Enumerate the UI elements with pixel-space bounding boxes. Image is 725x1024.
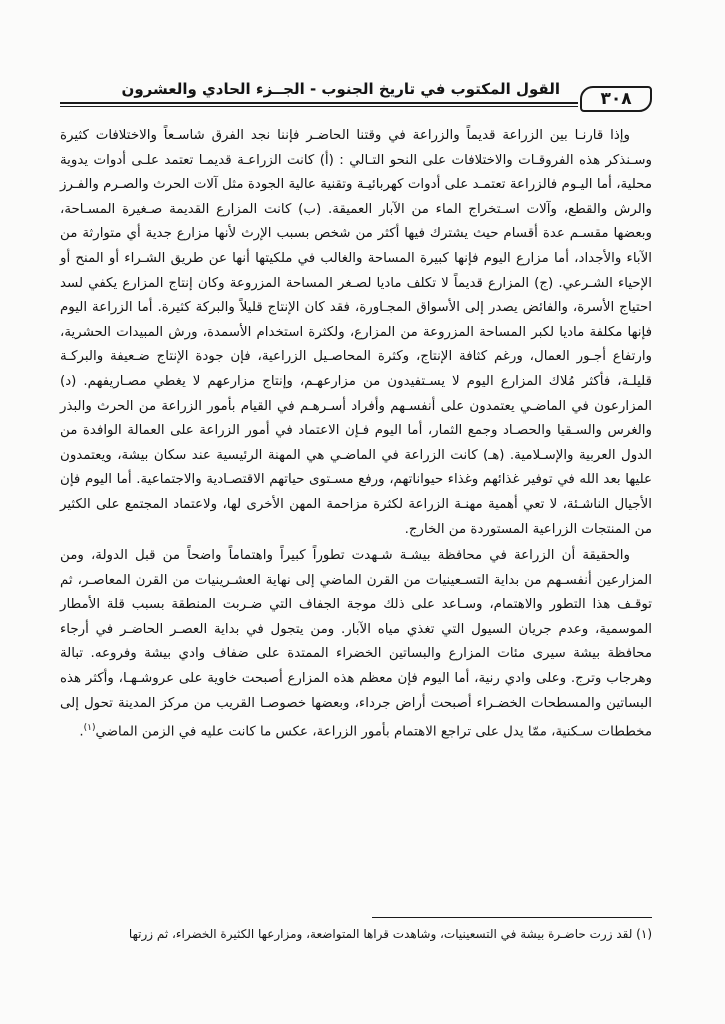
paragraph-bisha-agriculture xyxy=(60,544,652,745)
header-rule xyxy=(60,102,578,104)
footnote: (١) لقد زرت حاضـرة بيشة في التسعينيات، وشاهدت قراها المتواضعة، ومزارعها الكثيرة الخضراء، ثم زرتها xyxy=(128,927,652,941)
running-title: القول المكتوب في تاريخ الجنوب - الجــزء الحادي والعشرون xyxy=(121,80,560,98)
header-rule-thin xyxy=(60,106,578,107)
paragraph-comparison: وإذا قارنـا بين الزراعة قديماً والزراعة في وقتنا الحاضـر فإننا نجد الفرق شاسـعاً والاختلافات كثيرة وسـنذكر هذه الفروقـات والاختلافات على النحو التـالي : (أ) كانت الزراعـة قديمـا تعتمد علـى أدوات يدوية محلية، أما اليـوم فالزراعة تعتمـد على أدوات كهربائيـة وتقنية عالية الجودة مثل آلات الحرث والصـرم والفـرز والرش والقطع، وآلات اسـتخراج الماء من الآبار العميقة. (ب) كانت المزارع القديمة صـغيرة المسـاحة، وبعضها مقسـم عدة أقسام حيث يشترك فيها أكثر من شخص بسبب الإرث لأنها مزارع جدية أي متوارثة من الآباء والأجداد، أما مزارع اليوم فإنها كبيرة المساحة والغالب في ملكيتها أنها عن طريق الشـراء أو المنح أو الإحياء الشـرعي. (ج) المزارع قديماً لا تكلف ماديا لصـغر المساحة المزروعة وكان إنتاج المزارع يكفي لسد احتياج الأسرة، والفائض يصدر إلى الأسواق المجـاورة، فقد كان الإنتاج قليلاً والبركة كثيرة. أما الزراعة اليوم فإنها مكلفة ماديا لكبر المساحة المزروعة من المزارع، ولكثرة استخدام الأسمدة، ورش المبيدات الحشرية، وارتفاع أجـور العمال، ورغم كثافة الإنتاج، وكثرة المحاصـيل الزراعية، فإن جودة الإنتاج ضـعيفة والبركـة قليلـة، فأكثر مُلاك المزارع اليوم لا يسـتفيدون من مزارعهـم، وإنتاج مزارعهم لا يغطي مصـاريفهم. (د) المزارعون في الماضـي يعتمدون على أنفسـهم وأفراد أسـرهـم في القيام بأمور الزراعة من الحرث والبذر والغرس والسـقيا والحصـاد وجمع الثمار، أما اليوم فـإن الاعتماد في أمور الزراعة على العمالة الوافدة من الدول العربية والإسـلامية. (هـ) كانت الزراعة في الماضـي هي المهنة الرئيسية عند سكان بيشة، ويعتمدون عليها بعد الله في توفير غذائهم وغذاء حيواناتهم، ورفع مسـتوى حياتهم الاقتصـادية والاجتماعية. أما اليوم فإن الأجيال الناشـئة، لا تعي أهمية مهنـة الزراعة لكثرة مزاحمة المهن الأخرى لها، ولاعتماد المجتمع على الكثير من المنتجات الزراعية المستوردة من الخارج. xyxy=(60,128,652,537)
footnote-reference: (١) xyxy=(83,723,96,734)
paragraph-end: . xyxy=(79,724,84,740)
paragraph-text: والحقيقة أن الزراعة في محافظة بيشـة شـهدت تطوراً كبيراً واهتماماً واضحاً من قبل الدولة، ومن المزارعين أنفسـهم من بداية التسـعينيات من القرن الماضي إلى نهاية العشـرينيات من القرن المعاصـر، ثم توقـف هذا التطور والاهتمام، وسـاعد على ذلك موجة الجفاف التي ضـربت المنطقة بسبب قلة الأمطار الموسمية، وعدم جريان السيول التي تغذي مياه الآبار. ومن يتجول في بداية العصـر الحاضـر في أرجاء محافظة بيشة سيرى مئات المزارع والبساتين الخضراء الممتدة على ضفاف وادي بيشة وفروعه. تبالة وهرجاب وترج. وعلى وادي رنية، أما اليوم فإن معظم هذه المزارع أصبحت خاوية على عروشـهـا، وأكثر هذه البساتين والمسطحات الخضـراء أصبحت أراض جرداء، وبعضها خصوصـا القريب من مركز المدينة تحول إلى مخططات سـكنية، ممّا يدل على تراجع الاهتمام بأمور الزراعة، عكس ما كانت عليه في الزمن الماضي xyxy=(60,548,652,740)
page-header xyxy=(60,80,652,114)
footnote-separator xyxy=(372,917,652,918)
page-number: ٣٠٨ xyxy=(580,86,652,112)
main-text xyxy=(60,124,652,745)
